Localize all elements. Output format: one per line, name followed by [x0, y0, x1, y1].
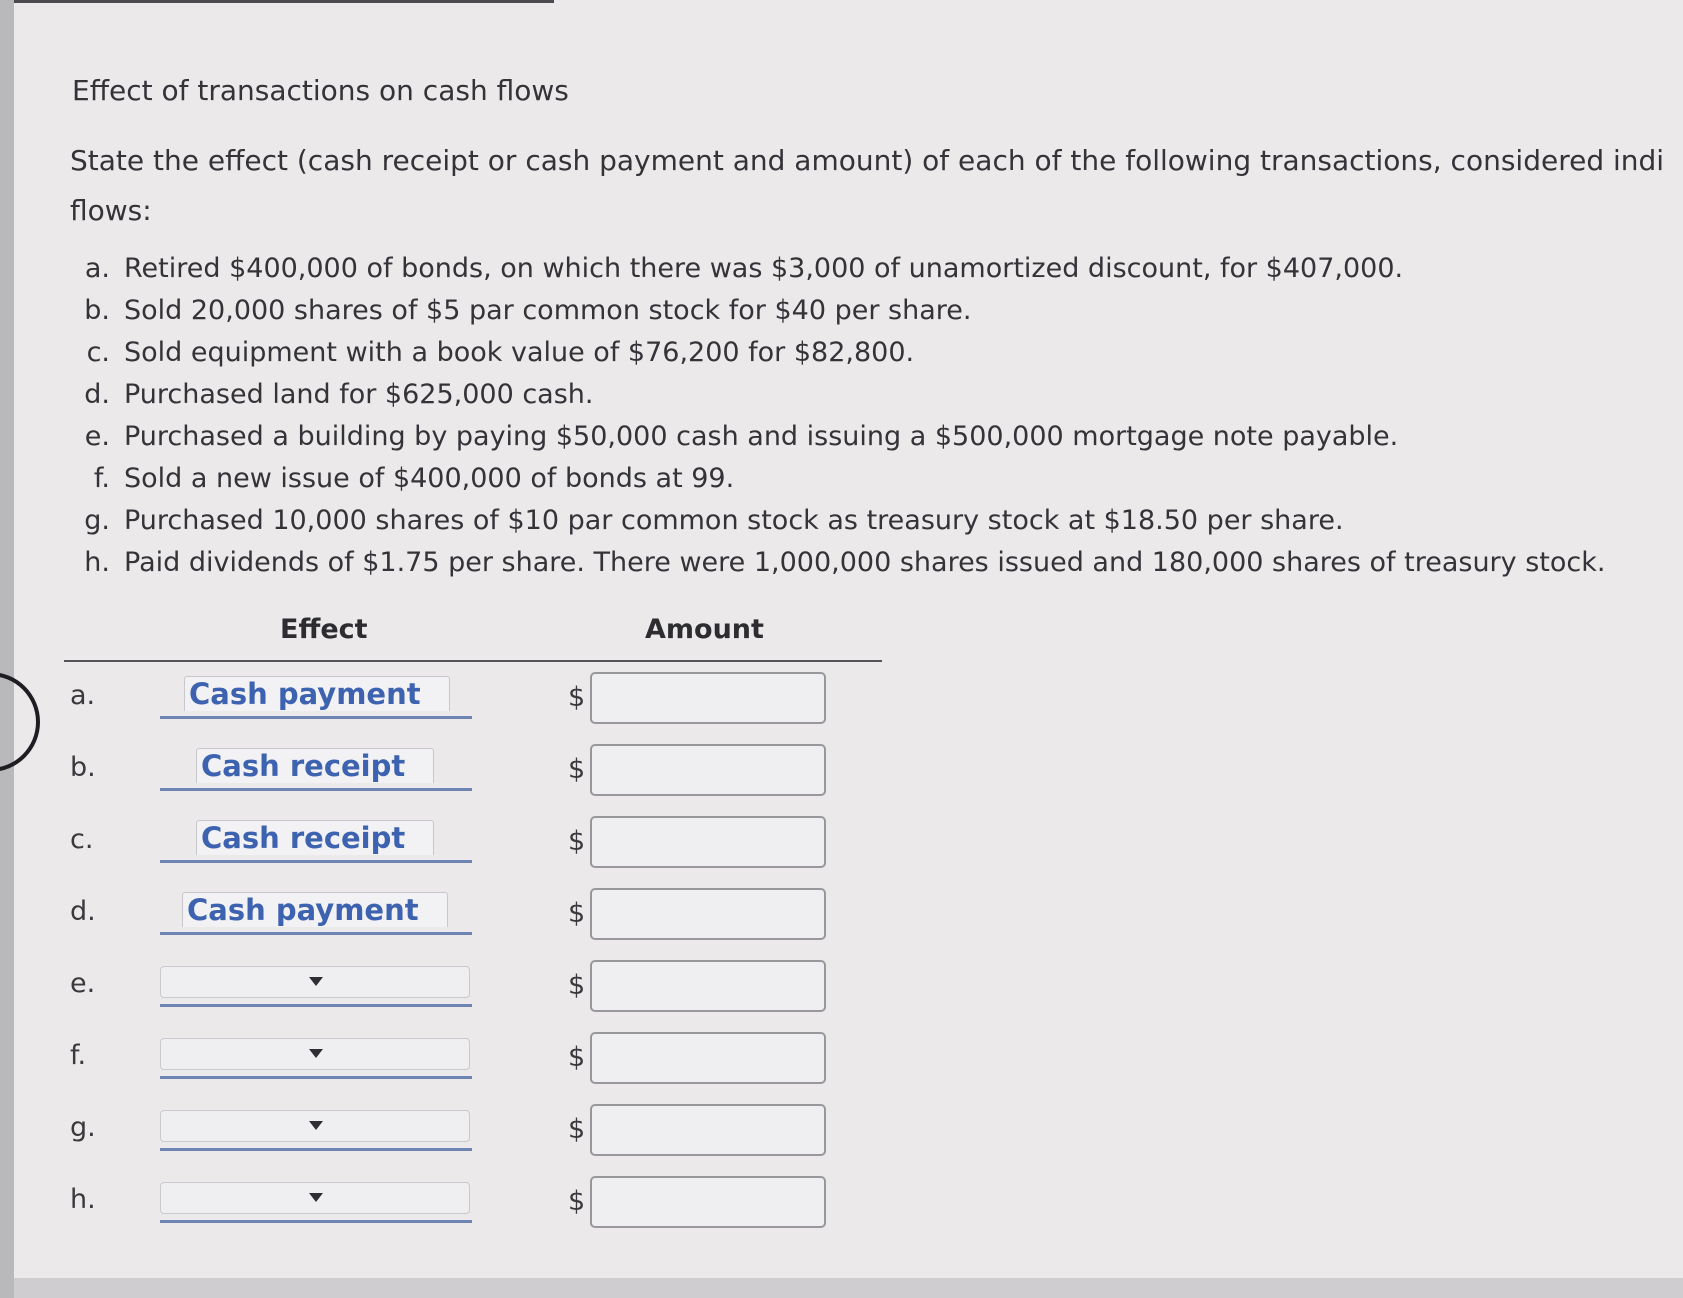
transaction-list: [62, 248, 1682, 584]
row-letter: g.: [70, 1112, 96, 1143]
effect-select-box[interactable]: [160, 1038, 470, 1070]
transaction-item: f. Sold a new issue of $400,000 of bonds at 99.: [93, 463, 735, 494]
effect-column-header: Effect: [280, 614, 368, 645]
effect-select-box[interactable]: [160, 1182, 470, 1214]
transaction-item: b. Sold 20,000 shares of $5 par common stock for $40 per share.: [84, 295, 972, 326]
transaction-item: h. Paid dividends of $1.75 per share. There were 1,000,000 shares issued and 180,000 shares of treasury stock.: [84, 547, 1606, 578]
effect-dropdown-h[interactable]: [160, 1176, 472, 1223]
page-title: Effect of transactions on cash flows: [72, 74, 569, 107]
transaction-item: d. Purchased land for $625,000 cash.: [84, 379, 594, 410]
amount-column-header: Amount: [645, 614, 764, 645]
row-letter: a.: [70, 680, 96, 711]
answer-row-f: [0, 1032, 900, 1104]
answer-row-c: [0, 816, 900, 888]
answer-row-a: [0, 672, 900, 744]
row-letter: h.: [70, 1184, 96, 1215]
amount-input-g[interactable]: [590, 1104, 826, 1156]
instructions: [70, 136, 1670, 236]
row-letter: c.: [70, 824, 94, 855]
dollar-sign: $: [568, 1042, 586, 1073]
effect-selected-value[interactable]: Cash receipt: [196, 820, 434, 855]
dollar-sign: $: [568, 1114, 586, 1145]
effect-selected-value[interactable]: Cash payment: [184, 676, 450, 711]
row-letter: f.: [70, 1040, 87, 1071]
dollar-sign: $: [568, 682, 586, 713]
effect-dropdown-b[interactable]: [160, 744, 472, 791]
transaction-item: a. Retired $400,000 of bonds, on which there was $3,000 of unamortized discount, for $407,000.: [84, 253, 1404, 284]
row-letter: b.: [70, 752, 96, 783]
header-divider: [64, 660, 882, 662]
dollar-sign: $: [568, 1186, 586, 1217]
transaction-item: c. Sold equipment with a book value of $76,200 for $82,800.: [86, 337, 915, 368]
dollar-sign: $: [568, 754, 586, 785]
caret-down-icon[interactable]: [309, 1049, 323, 1058]
answer-row-h: [0, 1176, 900, 1248]
caret-down-icon[interactable]: [309, 1193, 323, 1202]
effect-dropdown-d[interactable]: [160, 888, 472, 935]
dollar-sign: $: [568, 970, 586, 1001]
row-letter: e.: [70, 968, 96, 999]
dollar-sign: $: [568, 826, 586, 857]
effect-dropdown-g[interactable]: [160, 1104, 472, 1151]
answer-row-b: [0, 744, 900, 816]
amount-input-e[interactable]: [590, 960, 826, 1012]
page-top-rule: [14, 0, 554, 3]
bottom-band: [14, 1278, 1683, 1298]
amount-input-b[interactable]: [590, 744, 826, 796]
transaction-item: e. Purchased a building by paying $50,000 cash and issuing a $500,000 mortgage note payable.: [84, 421, 1399, 452]
answer-row-e: [0, 960, 900, 1032]
caret-down-icon[interactable]: [309, 977, 323, 986]
instructions-line-2: flows:: [70, 194, 152, 227]
row-letter: d.: [70, 896, 96, 927]
effect-select-box[interactable]: [160, 966, 470, 998]
answer-row-g: [0, 1104, 900, 1176]
amount-input-h[interactable]: [590, 1176, 826, 1228]
amount-input-f[interactable]: [590, 1032, 826, 1084]
caret-down-icon[interactable]: [309, 1121, 323, 1130]
effect-selected-value[interactable]: Cash receipt: [196, 748, 434, 783]
amount-input-d[interactable]: [590, 888, 826, 940]
answer-row-d: [0, 888, 900, 960]
effect-dropdown-c[interactable]: [160, 816, 472, 863]
transaction-item: g. Purchased 10,000 shares of $10 par common stock as treasury stock at $18.50 per share.: [84, 505, 1344, 536]
effect-dropdown-a[interactable]: [160, 672, 472, 719]
effect-selected-value[interactable]: Cash payment: [182, 892, 448, 927]
effect-dropdown-e[interactable]: [160, 960, 472, 1007]
effect-select-box[interactable]: [160, 1110, 470, 1142]
instructions-line-1: State the effect (cash receipt or cash payment and amount) of each of the following transactions, considered indi: [70, 144, 1665, 177]
amount-input-a[interactable]: [590, 672, 826, 724]
amount-input-c[interactable]: [590, 816, 826, 868]
dollar-sign: $: [568, 898, 586, 929]
effect-dropdown-f[interactable]: [160, 1032, 472, 1079]
